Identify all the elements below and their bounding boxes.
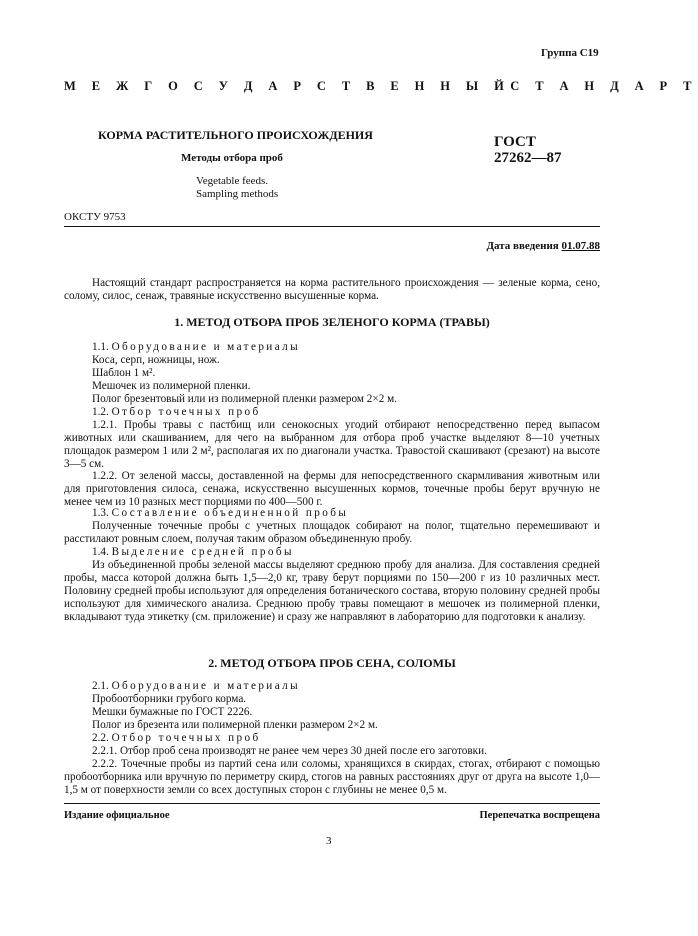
header-divider (64, 226, 600, 227)
effective-date (486, 240, 600, 252)
document-title: КОРМА РАСТИТЕЛЬНОГО ПРОИСХОЖДЕНИЯ (98, 128, 373, 142)
list-item: Полог из брезента или полимерной пленки размером 2×2 м. (92, 719, 378, 731)
date-label: Дата введения (486, 240, 559, 252)
document-subtitle: Методы отбора проб (181, 152, 283, 164)
intro-paragraph: Настоящий стандарт распространяется на корма растительного происхождения — зеленые корма, сено, солому, силос, сенаж, травяные искусственно высушенные корма. (64, 277, 600, 302)
paragraph-1-4: Из объединенной пробы зеленой массы выделяют среднюю пробу для анализа. Для составления средней пробы, масса которой должна быть 1,5—2,0 кг, траву берут порциями по 150—200 г из 10 различных мест. Половину средней пробы используют для определения ботанического состава, вторую половину средней пробы используют для химического анализа. Среднюю пробу травы помещают в мешочек из полимерной пленки, вкладывают туда этикетку (см. приложение) и сразу же направляют в лабораторию для подготовки к анализу. (64, 559, 600, 623)
paragraph-2-2-2: 2.2.2. Точечные пробы из партий сена или соломы, хранящихся в скирдах, стогах, отбирают с помощью пробоотборника или вручную по периметру скирд, стогов на равных расстояниях друг от друга на высоте 1,0—1,5 м от поверхности земли со всех доступных сторон с глубины не менее 0,5 м. (64, 758, 600, 796)
paragraph-1-3: Полученные точечные пробы с учетных площадок собирают на полог, тщательно перемешивают и расстилают ровным слоем, получая таким образом объединенную пробу. (64, 520, 600, 545)
list-item: Мешочек из полимерной пленки. (92, 380, 251, 392)
list-item: Коса, серп, ножницы, нож. (92, 354, 220, 366)
footer-reprint-forbidden: Перепечатка воспрещена (479, 810, 600, 821)
standard-banner (64, 79, 698, 94)
subsection-1-1: 1.1. Оборудование и материалы (92, 341, 301, 353)
list-item: Мешки бумажные по ГОСТ 2226. (92, 706, 253, 718)
list-item: Полог брезентовый или из полимерной пленки размером 2×2 м. (92, 393, 397, 405)
gost-label: ГОСТ (494, 134, 536, 150)
banner-interstate: М Е Ж Г О С У Д А Р С Т В Е Н Н Ы Й (64, 79, 511, 93)
footer-official-edition: Издание официальное (64, 810, 170, 821)
banner-standard: С Т А Н Д А Р Т (510, 79, 698, 93)
footer-divider (64, 803, 600, 804)
list-item: Пробоотборники грубого корма. (92, 693, 247, 705)
gost-number: 27262—87 (494, 150, 562, 166)
subsection-1-4: 1.4. Выделение средней пробы (92, 546, 294, 558)
english-title (196, 175, 279, 201)
paragraph-1-2-2: 1.2.2. От зеленой массы, доставленной на фермы для непосредственного скармливания животным или для приготовления силоса, сенажа, искусственно высушенных кормов, точечные пробы берут вручную не менее чем из 10 разных мест порциями по 400—500 г. (64, 470, 600, 508)
paragraph-1-2-1: 1.2.1. Пробы травы с пастбищ или сенокосных угодий отбирают непосредственно перед выпасом животных или скашиванием, для чего на выбранном для отбора проб участке выделяют 8—10 учетных площадок размером 1 или 2 м², располагая их по диагонали участка. Травостой скашивают (срезают) на высоте 3—5 см. (64, 419, 600, 470)
subsection-2-1: 2.1. Оборудование и материалы (92, 680, 301, 692)
gost-block (494, 134, 562, 166)
okstu-code: ОКСТУ 9753 (64, 211, 126, 223)
subsection-2-2: 2.2. Отбор точечных проб (92, 732, 261, 744)
page-number: 3 (326, 835, 332, 847)
english-title-line2: Sampling methods (196, 188, 279, 200)
date-value: 01.07.88 (561, 240, 600, 252)
group-code: Группа С19 (541, 47, 599, 59)
list-item: Шаблон 1 м². (92, 367, 156, 379)
subsection-1-2: 1.2. Отбор точечных проб (92, 406, 261, 418)
section-2-heading: 2. МЕТОД ОТБОРА ПРОБ СЕНА, СОЛОМЫ (208, 656, 456, 670)
english-title-line1: Vegetable feeds. (196, 175, 269, 187)
section-1-heading: 1. МЕТОД ОТБОРА ПРОБ ЗЕЛЕНОГО КОРМА (ТРАВЫ) (174, 315, 490, 329)
subsection-1-3: 1.3. Составление объединенной пробы (92, 507, 349, 519)
paragraph-2-2-1: 2.2.1. Отбор проб сена производят не ранее чем через 30 дней после его заготовки. (92, 745, 487, 757)
